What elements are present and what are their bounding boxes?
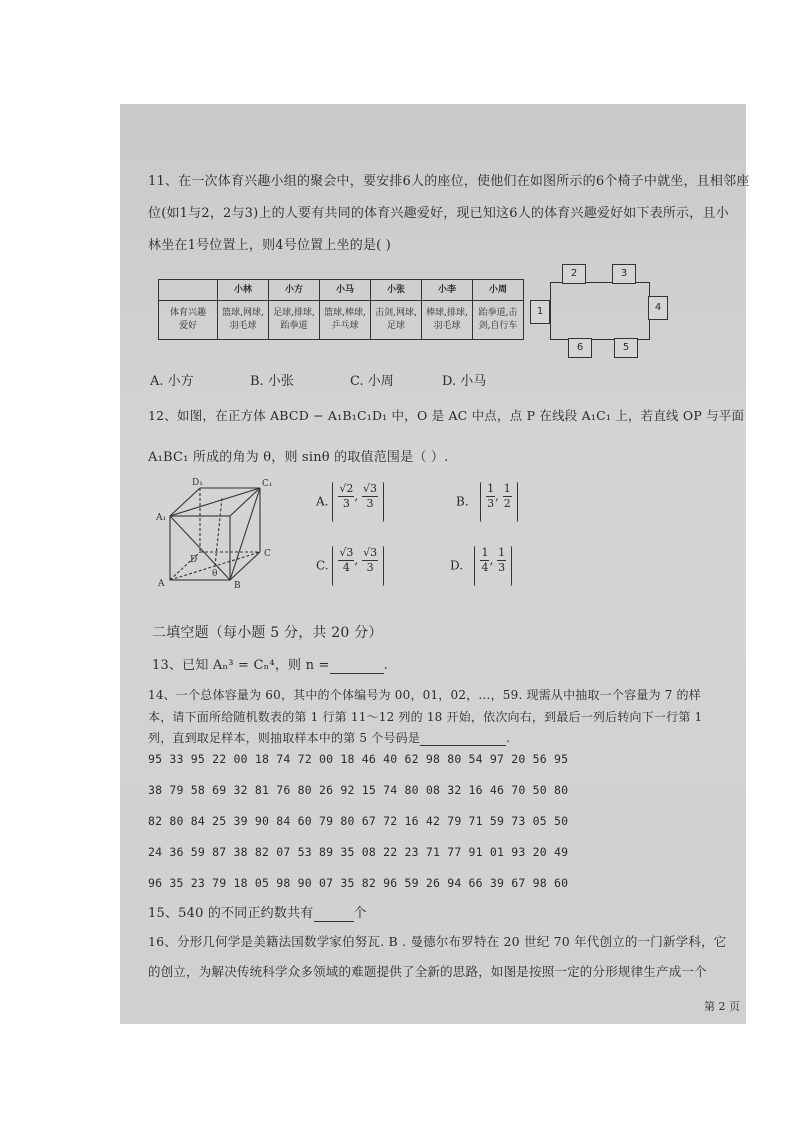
q16-line1: 16、分形几何学是美籍法国数学家伯努瓦. B . 曼德尔布罗特在 20 世纪 70 年代创立的一门新学科，它: [148, 934, 727, 949]
table-cell: 击剑,网球, 足球: [371, 301, 422, 340]
q12-line1: 12、如图，在正方体 ABCD − A₁B₁C₁D₁ 中，O 是 AC 中点，点 P 在线段 A₁C₁ 上，若直线 OP 与平面: [148, 408, 745, 423]
table-rectangle: [550, 282, 650, 340]
table-cell: 足球,排球, 跆拳道: [269, 301, 320, 340]
page-number: 第 2 页: [704, 1000, 740, 1013]
row-label: 体育兴趣 爱好: [159, 301, 218, 340]
q14-line3: 列，直到取足样本，则抽取样本中的第 5 个号码是 .: [148, 731, 511, 745]
table-cell: 篮球,棒球, 乒乓球: [320, 301, 371, 340]
seating-diagram: [530, 262, 670, 362]
table-cell: 篮球,网球, 羽毛球: [218, 301, 269, 340]
segment-op: [215, 498, 222, 566]
seat-4: 4: [648, 296, 668, 320]
hobby-table-header: [159, 280, 524, 301]
random-table-row-3: 82 80 84 25 39 90 84 60 79 80 67 72 16 42 79 71 59 73 05 50: [148, 814, 569, 828]
random-table-row-1: 95 33 95 22 00 18 74 72 00 18 46 40 62 98 80 54 97 20 56 95: [148, 752, 569, 766]
q12-option-a: A. $\frac{√2}{3}$ , $\frac{√3}{3}$: [316, 482, 384, 522]
q15-answer-blank: [314, 906, 354, 922]
label-a1: A₁: [156, 513, 167, 523]
label-c: C: [264, 549, 271, 559]
q11-line2: 位(如1与2，2与3)上的人要有共同的体育兴趣爱好，现已知这6人的体育兴趣爱好如下表所示，且小: [148, 206, 729, 221]
exam-page: [120, 104, 750, 1024]
label-b: B: [234, 581, 241, 588]
table-header-cell: 小李: [422, 280, 473, 301]
table-cell: 棒球,排球, 羽毛球: [422, 301, 473, 340]
q12-option-c: C. $\frac{√3}{4}$ , $\frac{√3}{3}$: [316, 546, 384, 586]
q11-choice-b: B. 小张: [250, 374, 294, 389]
q11-line3: 林坐在1号位置上，则4号位置上坐的是( ): [148, 238, 392, 253]
label-a: A: [158, 579, 165, 588]
table-cell: 跆拳道,击 剑,自行车: [473, 301, 524, 340]
hobby-table: [158, 279, 524, 340]
hobby-table-row: [159, 301, 524, 340]
q12-option-b: B. $\frac{1}{3}$ , $\frac{1}{2}$: [456, 482, 518, 522]
cube-figure: [152, 476, 282, 588]
seat-6: 6: [568, 338, 592, 358]
q13-answer-blank: [330, 658, 384, 674]
section-heading: 二填空题（每小题 5 分，共 20 分）: [152, 625, 383, 641]
seat-5: 5: [614, 338, 638, 358]
table-header-cell: 小张: [371, 280, 422, 301]
q11-choice-c: C. 小周: [350, 374, 394, 389]
q15-line: 15、540 的不同正约数共有 个: [148, 906, 367, 921]
q12-option-d: D. $\frac{1}{4}$ , $\frac{1}{3}$: [450, 546, 512, 586]
q14-line1: 14、一个总体容量为 60，其中的个体编号为 00，01，02，…，59. 现需从中抽取一个容量为 7 的样: [148, 688, 701, 702]
seat-3: 3: [612, 264, 636, 284]
q11-choice-d: D. 小马: [442, 374, 487, 389]
q16-line2: 的创立，为解决传统科学众多领域的难题提供了全新的思路，如图是按照一定的分形规律生产成一个: [148, 964, 707, 979]
table-header-cell: 小周: [473, 280, 524, 301]
seat-2: 2: [562, 264, 586, 284]
label-theta: θ: [212, 569, 218, 579]
random-table-row-5: 96 35 23 79 18 05 98 90 07 35 82 96 59 26 94 66 39 67 98 60: [148, 876, 569, 890]
random-table-row-4: 24 36 59 87 38 82 07 53 89 35 08 22 23 71 77 91 01 93 20 49: [148, 845, 569, 859]
table-header-cell: 小林: [218, 280, 269, 301]
q11-line1: 11、在一次体育兴趣小组的聚会中，要安排6人的座位，使他们在如图所示的6个椅子中就坐，且相邻座: [148, 174, 750, 189]
q13-line: 13、已知 Aₙ³ = Cₙ⁴，则 n = .: [152, 658, 388, 673]
diagonal-a1c1: [170, 488, 260, 516]
label-d: D: [190, 555, 198, 565]
table-header-cell: 小马: [320, 280, 371, 301]
table-header-cell: 小方: [269, 280, 320, 301]
seat-1: 1: [530, 300, 550, 324]
label-c1: C₁: [262, 479, 273, 489]
q14-line2: 本，请下面所给随机数表的第 1 行第 11～12 列的 18 开始，依次向右，到最后一列后转向下一行第 1: [148, 710, 703, 724]
table-header-cell: [159, 280, 218, 301]
random-table-row-2: 38 79 58 69 32 81 76 80 26 92 15 74 80 08 32 16 46 70 50 80: [148, 783, 569, 797]
label-d1: D₁: [192, 478, 203, 488]
q14-answer-blank: [420, 731, 506, 746]
q11-choice-a: A. 小方: [150, 374, 194, 389]
q12-line2: A₁BC₁ 所成的角为 θ，则 sinθ 的取值范围是（ ）.: [148, 450, 449, 465]
